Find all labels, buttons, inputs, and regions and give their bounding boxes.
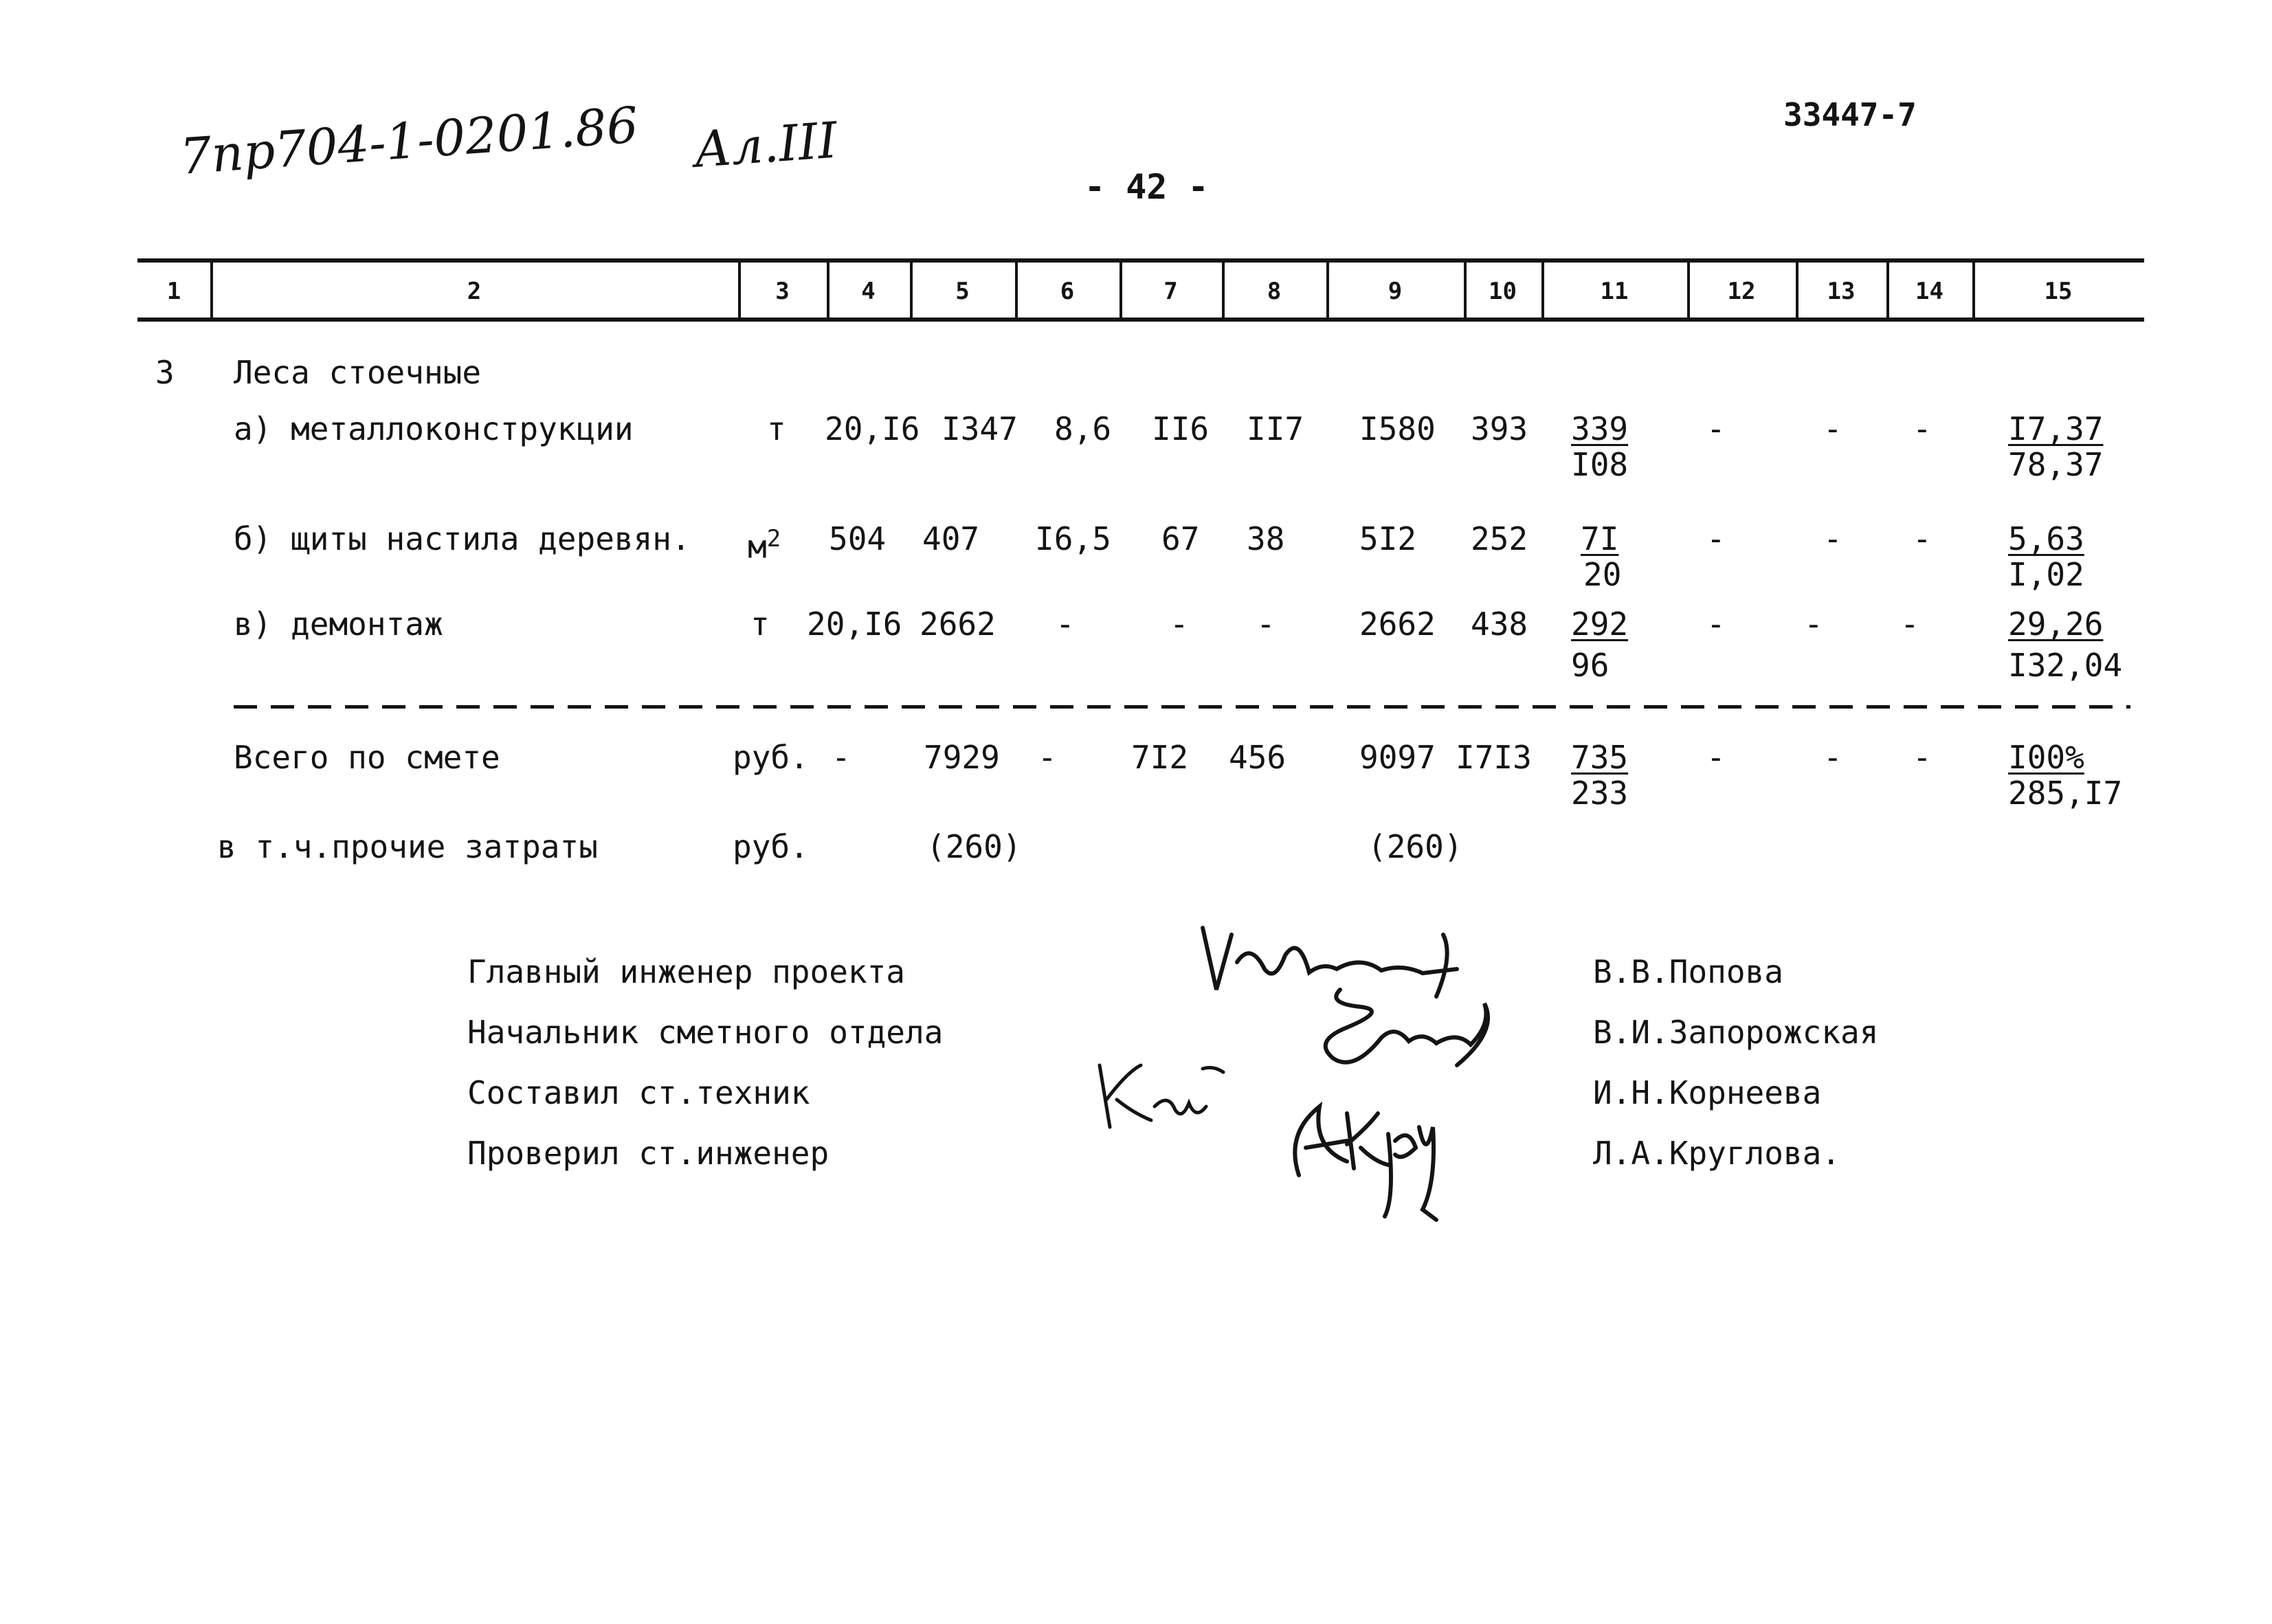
other-c9: (260) [1368, 828, 1463, 865]
row-c14: - [1900, 605, 1919, 643]
total-c9: 9097 [1359, 739, 1436, 776]
row-c8: 38 [1247, 520, 1285, 557]
row-c15-top: I7,37 [2008, 410, 2104, 447]
row-c9: 5I2 [1359, 520, 1417, 557]
row-c5: 2662 [920, 605, 996, 643]
col-header-1: 1 [166, 278, 181, 305]
row-c14: - [1913, 410, 1932, 447]
row-unit-base: м [748, 528, 767, 566]
row-c9: I580 [1359, 410, 1436, 447]
dashed-separator [234, 705, 2130, 709]
total-c14: - [1913, 739, 1932, 776]
col-header-14: 14 [1915, 278, 1944, 305]
row-c15-bottom: I32,04 [2008, 647, 2123, 684]
col-header-15: 15 [2044, 278, 2073, 305]
row-c13: - [1823, 520, 1842, 557]
row-c15-bottom: I,02 [2008, 556, 2084, 593]
col-header-10: 10 [1489, 278, 1517, 305]
total-name: Всего по смете [234, 739, 500, 776]
total-c11-bottom: 233 [1571, 775, 1629, 812]
row-unit: т [750, 605, 770, 643]
col-header-6: 6 [1060, 278, 1075, 305]
row-c15-top: 5,63 [2008, 520, 2084, 557]
col-header-11: 11 [1600, 278, 1629, 305]
table-header-top-rule [137, 258, 2144, 263]
total-c13: - [1823, 739, 1842, 776]
row-c15-bottom: 78,37 [2008, 446, 2104, 483]
row-unit [748, 521, 781, 564]
row-c8: - [1256, 605, 1276, 643]
row-unit-sup: 2 [766, 525, 781, 553]
col-header-13: 13 [1827, 278, 1856, 305]
row-name: б) щиты настила деревян. [234, 520, 691, 557]
col-header-9: 9 [1388, 278, 1403, 305]
total-c8: 456 [1229, 739, 1287, 776]
other-unit: руб. [733, 828, 809, 865]
row-c11-top: 292 [1571, 605, 1629, 643]
handwritten-signature-3 [1086, 1052, 1237, 1141]
other-name: в т.ч.прочие затраты [217, 828, 598, 865]
total-c12: - [1706, 739, 1726, 776]
signature-role: Главный инженер проекта [467, 953, 905, 990]
col-header-2: 2 [467, 278, 482, 305]
document-number: 33447-7 [1783, 96, 1917, 133]
row-c10: 252 [1471, 520, 1528, 557]
row-c11-top: 7I [1581, 520, 1619, 557]
col-header-12: 12 [1727, 278, 1756, 305]
col-header-4: 4 [861, 278, 876, 305]
col-header-7: 7 [1163, 278, 1178, 305]
row-c11-bottom: 20 [1583, 556, 1622, 593]
row-name: в) демонтаж [234, 605, 443, 643]
row-c6: - [1056, 605, 1075, 643]
other-c5: (260) [926, 828, 1022, 865]
row-c10: 393 [1471, 410, 1528, 447]
page-number: - 42 - [1084, 167, 1209, 207]
row-c9: 2662 [1359, 605, 1436, 643]
row-c7: - [1170, 605, 1189, 643]
signature-role: Составил ст.техник [467, 1074, 810, 1111]
col-header-3: 3 [775, 278, 790, 305]
row-c4: 504 [829, 520, 887, 557]
total-c7: 7I2 [1131, 739, 1189, 776]
section-title: Леса стоечные [234, 354, 482, 391]
row-c11-bottom: 96 [1571, 647, 1610, 684]
row-c10: 438 [1471, 605, 1528, 643]
total-c10: I7I3 [1456, 739, 1532, 776]
row-c12: - [1706, 410, 1726, 447]
row-c12: - [1706, 605, 1726, 643]
row-c6: I6,5 [1035, 520, 1111, 557]
total-c11-top: 735 [1571, 739, 1629, 776]
row-c4: 20,I6 [825, 410, 920, 447]
row-unit: т [767, 410, 786, 447]
row-c12: - [1706, 520, 1726, 557]
signature-name: В.И.Запорожская [1593, 1014, 1879, 1051]
signature-name: И.Н.Корнеева [1593, 1074, 1822, 1111]
handwritten-signature-2 [1285, 976, 1519, 1086]
row-c8: II7 [1247, 410, 1304, 447]
row-c13: - [1823, 410, 1842, 447]
handwritten-signature-4 [1258, 1086, 1464, 1223]
row-name: а) металлоконструкции [234, 410, 634, 447]
row-c7: II6 [1152, 410, 1210, 447]
section-number: 3 [155, 354, 175, 391]
signature-role: Начальник сметного отдела [467, 1014, 944, 1051]
row-c15-top: 29,26 [2008, 605, 2104, 643]
handwritten-album: Ал.III [692, 111, 840, 179]
row-c7: 67 [1161, 520, 1200, 557]
signature-role: Проверил ст.инженер [467, 1135, 829, 1172]
col-header-8: 8 [1267, 278, 1282, 305]
row-c5: 407 [922, 520, 980, 557]
total-c4: - [832, 739, 851, 776]
handwritten-code: 7пр704-1-0201.86 [178, 96, 641, 186]
total-c15-top: I00% [2008, 739, 2084, 776]
total-c5: 7929 [924, 739, 1000, 776]
total-unit: руб. [733, 739, 809, 776]
row-c6: 8,6 [1054, 410, 1112, 447]
total-c15-bottom: 285,I7 [2008, 775, 2123, 812]
signature-name: В.В.Попова [1593, 953, 1783, 990]
row-c13: - [1804, 605, 1823, 643]
row-c14: - [1913, 520, 1932, 557]
signature-name: Л.А.Круглова. [1593, 1135, 1841, 1172]
col-header-5: 5 [955, 278, 970, 305]
row-c5: I347 [942, 410, 1018, 447]
row-c11-top: 339 [1571, 410, 1629, 447]
row-c11-bottom: I08 [1571, 446, 1629, 483]
row-c4: 20,I6 [807, 605, 902, 643]
table-header-bottom-rule [137, 318, 2144, 322]
total-c6: - [1038, 739, 1057, 776]
